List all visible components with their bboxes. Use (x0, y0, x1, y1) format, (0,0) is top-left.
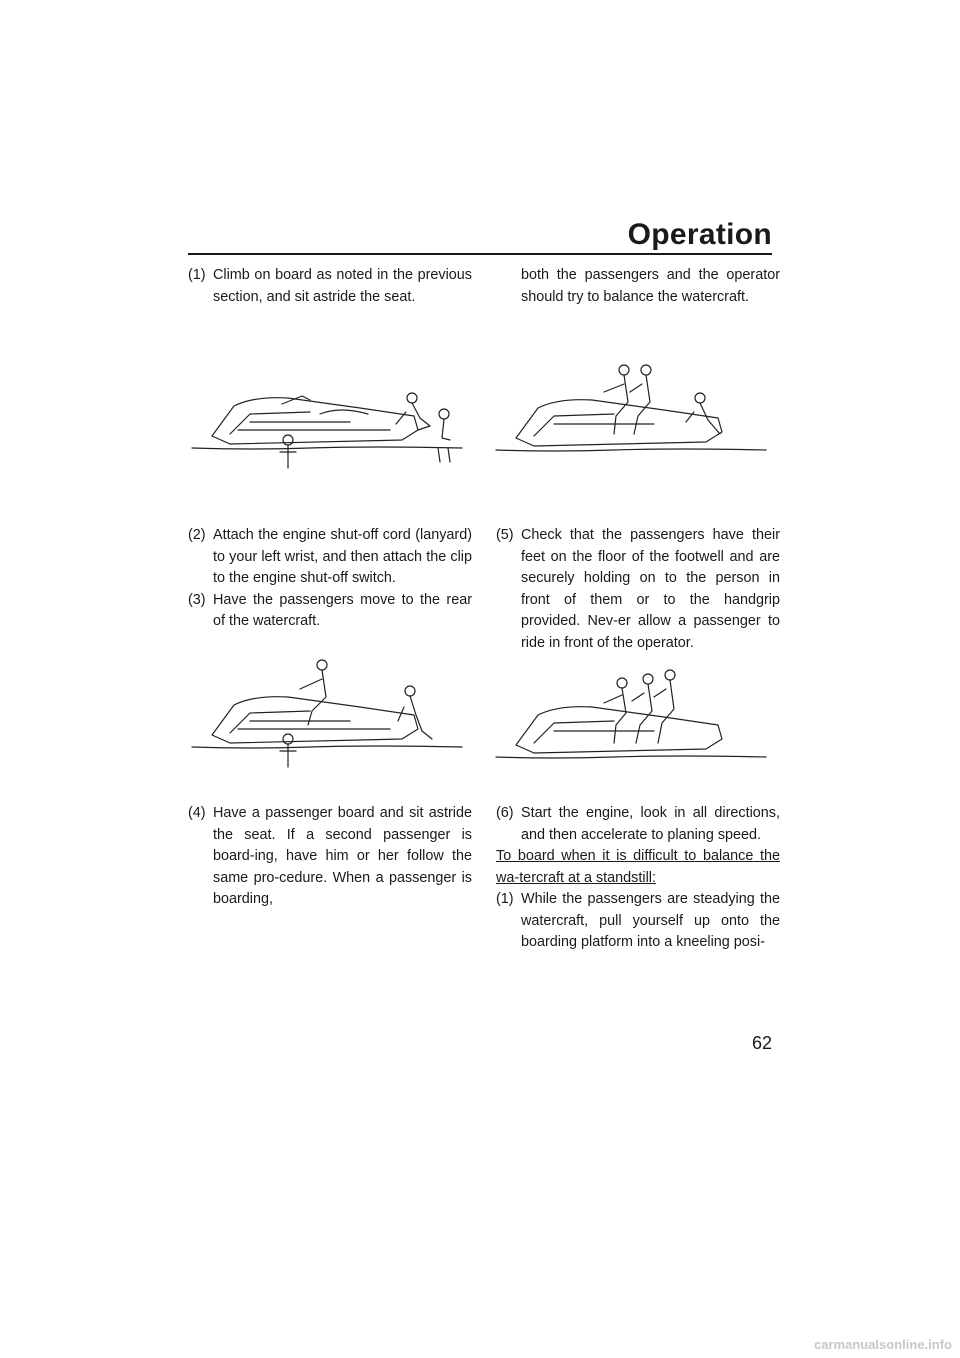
step-1 (188, 265, 472, 308)
illustration-operator-seated (190, 655, 470, 775)
step-5-number: (5) (496, 527, 514, 543)
sub-step-1-number: (1) (496, 891, 514, 907)
step-5 (496, 525, 780, 654)
step-6-text: Start the engine, look in all directions, and then accelerate to planing speed. (521, 805, 780, 843)
step-6-number: (6) (496, 805, 514, 821)
step-4 (188, 803, 472, 911)
step-4-text: Have a passenger board and sit astride the seat. If a second passenger is board-ing, have him or her follow the same pro-cedure. When a passenger is boarding, (213, 805, 472, 907)
step-1-number: (1) (188, 267, 206, 283)
step-2 (188, 525, 472, 590)
step-4-continued-text: both the passengers and the operator should try to balance the watercraft. (521, 267, 780, 305)
illustration-three-riders (494, 665, 774, 781)
step-4-continued (496, 265, 780, 308)
right-column-bottom (496, 803, 780, 954)
step-3-text: Have the passengers move to the rear of the watercraft. (213, 591, 472, 629)
left-column-middle (188, 525, 472, 633)
illustration-operator-boarding (190, 378, 470, 474)
step-3-number: (3) (188, 591, 206, 608)
sub-step-1 (496, 889, 780, 954)
step-2-text: Attach the engine shut-off cord (lanyard) to your left wrist, and then attach the clip to the engine shut-off switch. (213, 527, 472, 586)
left-column-bottom (188, 803, 472, 911)
sub-step-1-text: While the passengers are steadying the watercraft, pull yourself up onto the boarding platform into a kneeling posi- (521, 891, 780, 950)
step-6 (496, 803, 780, 846)
right-column-middle (496, 525, 780, 654)
left-column-top (188, 265, 472, 308)
footer-watermark: carmanualsonline.info (814, 1337, 952, 1352)
illustration-passenger-boarding (494, 358, 774, 474)
section-heading: To board when it is difficult to balance the wa-tercraft at a standstill: (496, 848, 780, 886)
step-2-number: (2) (188, 527, 206, 543)
step-4-number: (4) (188, 805, 206, 821)
title-rule (188, 253, 772, 255)
step-1-text: Climb on board as noted in the previous section, and sit astride the seat. (213, 267, 472, 305)
step-5-text: Check that the passengers have their feet on the floor of the footwell and are securely holding on to the person in front of them or to the handgrip provided. Nev-er allow a passenger to ride in front of the operator. (521, 527, 780, 651)
page-number: 62 (751, 1033, 772, 1053)
page-title: Operation (627, 218, 772, 251)
step-3 (188, 590, 472, 633)
right-column-top (496, 265, 780, 308)
